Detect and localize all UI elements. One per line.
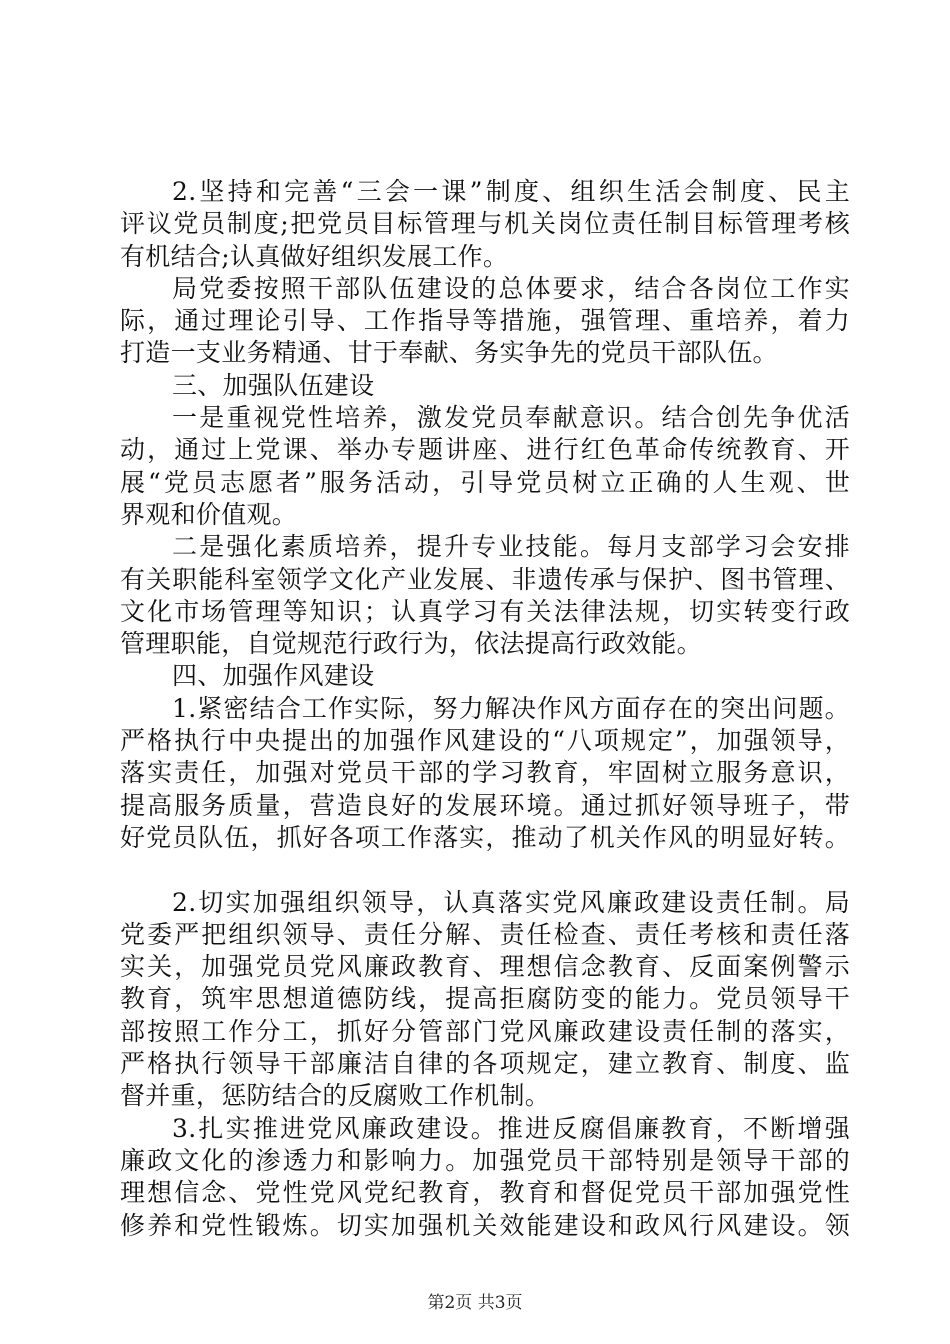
paragraph-line: 动，通过上党课、举办专题讲座、进行红色革命传统教育、开: [120, 435, 850, 465]
paragraph-line: 管理职能，自觉规范行政行为，依法提高行政效能。: [120, 629, 702, 659]
paragraph-line: 打造一支业务精通、甘于奉献、务实争先的党员干部队伍。: [120, 338, 778, 368]
paragraph-line: 好党员队伍，抓好各项工作落实，推动了机关作风的明显好转。: [120, 822, 850, 852]
paragraph-line: 严格执行领导干部廉洁自律的各项规定，建立教育、制度、监: [120, 1049, 850, 1079]
paragraph-line: 落实责任，加强对党员干部的学习教育，牢固树立服务意识，: [120, 758, 850, 788]
paragraph-line: 1.紧密结合工作实际，努力解决作风方面存在的突出问题。: [172, 693, 850, 723]
paragraph-line: 文化市场管理等知识；认真学习有关法律法规，切实转变行政: [120, 596, 850, 626]
paragraph-line: 教育，筑牢思想道德防线，提高拒腐防变的能力。党员领导干: [120, 984, 850, 1014]
paragraph-line: 提高服务质量，营造良好的发展环境。通过抓好领导班子，带: [120, 790, 850, 820]
page-number-footer: 第2页 共3页: [427, 1293, 523, 1313]
paragraph-line: 际，通过理论引导、工作指导等措施，强管理、重培养，着力: [120, 306, 850, 336]
paragraph-line: 二是强化素质培养，提升专业技能。每月支部学习会安排: [172, 532, 850, 562]
paragraph-line: 理想信念、党性党风党纪教育，教育和督促党员干部加强党性: [120, 1178, 850, 1208]
paragraph-line: 3.扎实推进党风廉政建设。推进反腐倡廉教育，不断增强: [172, 1113, 850, 1143]
document-body: [120, 176, 850, 1242]
paragraph-line: 2.坚持和完善“三会一课”制度、组织生活会制度、民主: [172, 177, 850, 206]
paragraph-line: 界观和价值观。: [120, 499, 298, 529]
paragraph-line: 督并重，惩防结合的反腐败工作机制。: [120, 1081, 551, 1111]
paragraph-line: 党委严把组织领导、责任分解、责任检查、责任考核和责任落: [120, 919, 850, 949]
paragraph-line: 2.切实加强组织领导，认真落实党风廉政建设责任制。局: [172, 887, 850, 917]
paragraph-line: 修养和党性锻炼。切实加强机关效能建设和政风行风建设。领: [120, 1210, 850, 1240]
paragraph-line: 严格执行中央提出的加强作风建设的“八项规定”，加强领导，: [120, 726, 850, 756]
paragraph-line: 部按照工作分工，抓好分管部门党风廉政建设责任制的落实，: [120, 1016, 850, 1046]
section-heading: 三、加强队伍建设: [172, 370, 375, 400]
paragraph-line: 有机结合;认真做好组织发展工作。: [120, 241, 509, 271]
paragraph-line: 评议党员制度;把党员目标管理与机关岗位责任制目标管理考核: [120, 209, 850, 239]
paragraph-line: 展“党员志愿者”服务活动，引导党员树立正确的人生观、世: [120, 467, 850, 497]
paragraph-line: 实关，加强党员党风廉政教育、理想信念教育、反面案例警示: [120, 952, 850, 982]
paragraph-line: 廉政文化的渗透力和影响力。加强党员干部特别是领导干部的: [120, 1145, 850, 1175]
paragraph-line: 局党委按照干部队伍建设的总体要求，结合各岗位工作实: [172, 273, 850, 303]
section-heading: 四、加强作风建设: [172, 661, 375, 691]
blank-line: [120, 854, 850, 886]
paragraph-line: 有关职能科室领学文化产业发展、非遗传承与保护、图书管理、: [120, 564, 850, 594]
paragraph-line: 一是重视党性培养，激发党员奉献意识。结合创先争优活: [172, 403, 850, 433]
